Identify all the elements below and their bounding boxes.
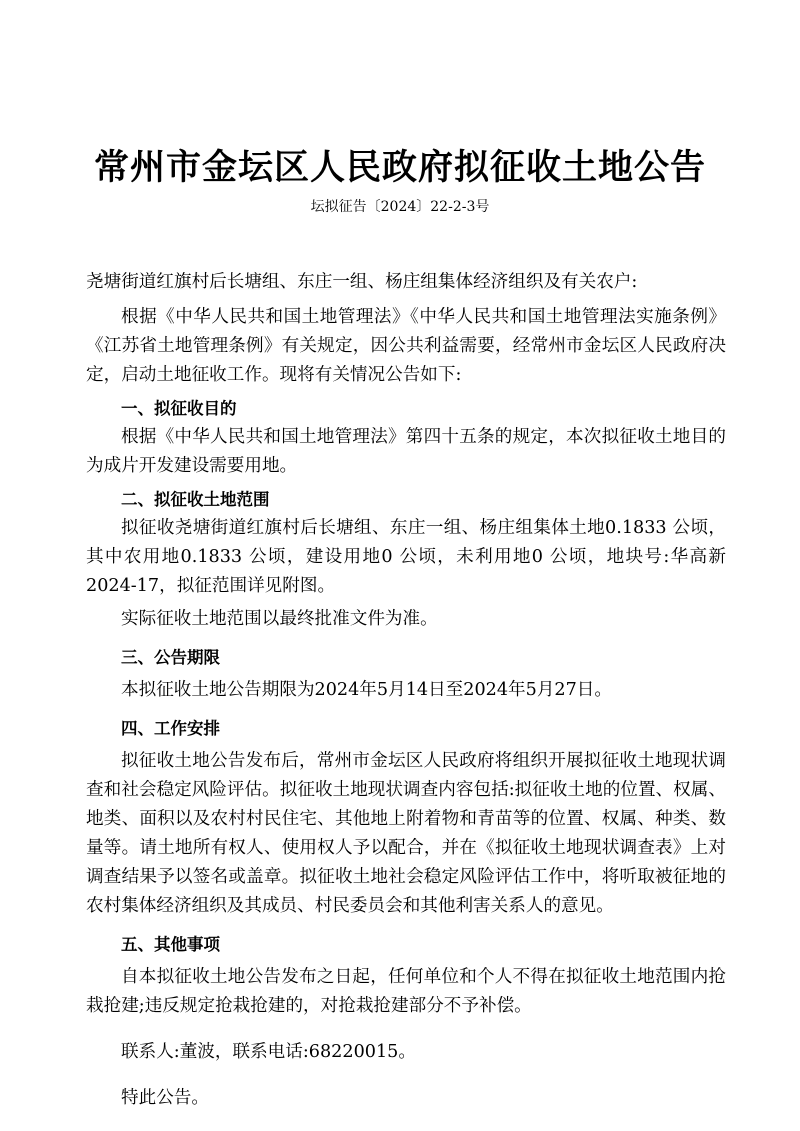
document-title: 常州市金坛区人民政府拟征收土地公告 (93, 148, 706, 188)
section-heading-purpose: 一、拟征收目的 (121, 399, 237, 418)
section-paragraph: 拟征收尧塘街道红旗村后长塘组、东庄一组、杨庄组集体土地0.1833 公顷，其中农用地0.1833 公顷，建设用地0 公顷，未利用地0 公顷，地块号:华高新2024-17，拟征范围详见附图。 (86, 518, 726, 596)
contact-line: 联系人:董波，联系电话:68220015。 (121, 1042, 416, 1062)
section-paragraph: 根据《中华人民共和国土地管理法》第四十五条的规定，本次拟征收土地目的为成片开发建设需要用地。 (86, 427, 726, 476)
section-heading-arrangement: 四、工作安排 (121, 719, 220, 738)
section-paragraph: 自本拟征收土地公告发布之日起，任何单位和个人不得在拟征收土地范围内抢栽抢建;违反规定抢栽抢建的，对抢栽抢建部分不予补偿。 (86, 967, 726, 1016)
document-body (86, 268, 726, 1113)
section-heading-other: 五、其他事项 (121, 935, 220, 954)
closing-line: 特此公告。 (121, 1088, 209, 1108)
section-heading-period: 三、公告期限 (121, 648, 220, 667)
section-paragraph: 拟征收土地公告发布后，常州市金坛区人民政府将组织开展拟征收土地现状调查和社会稳定风险评估。拟征收土地现状调查内容包括:拟征收土地的位置、权属、地类、面积以及农村村民住宅、其他地上附着物和青苗等的位置、权属、种类、数量等。请土地所有权人、使用权人予以配合，并在《拟征收土地现状调查表》上对调查结果予以签名或盖章。拟征收土地社会稳定风险评估工作中，将听取被征地的农村集体经济组织及其成员、村民委员会和其他利害关系人的意见。 (86, 751, 726, 916)
section-heading-scope: 二、拟征收土地范围 (121, 490, 270, 509)
section-paragraph: 实际征收土地范围以最终批准文件为准。 (121, 609, 438, 629)
section-paragraph: 本拟征收土地公告期限为2024年5月14日至2024年5月27日。 (121, 680, 612, 700)
salutation: 尧塘街道红旗村后长塘组、东庄一组、杨庄组集体经济组织及有关农户: (86, 272, 638, 292)
intro-paragraph: 根据《中华人民共和国土地管理法》《中华人民共和国土地管理法实施条例》《江苏省土地管理条例》有关规定，因公共利益需要，经常州市金坛区人民政府决定，启动土地征收工作。现将有关情况公告如下: (86, 307, 726, 385)
document-number: 坛拟征告〔2024〕22-2-3号 (310, 199, 490, 215)
